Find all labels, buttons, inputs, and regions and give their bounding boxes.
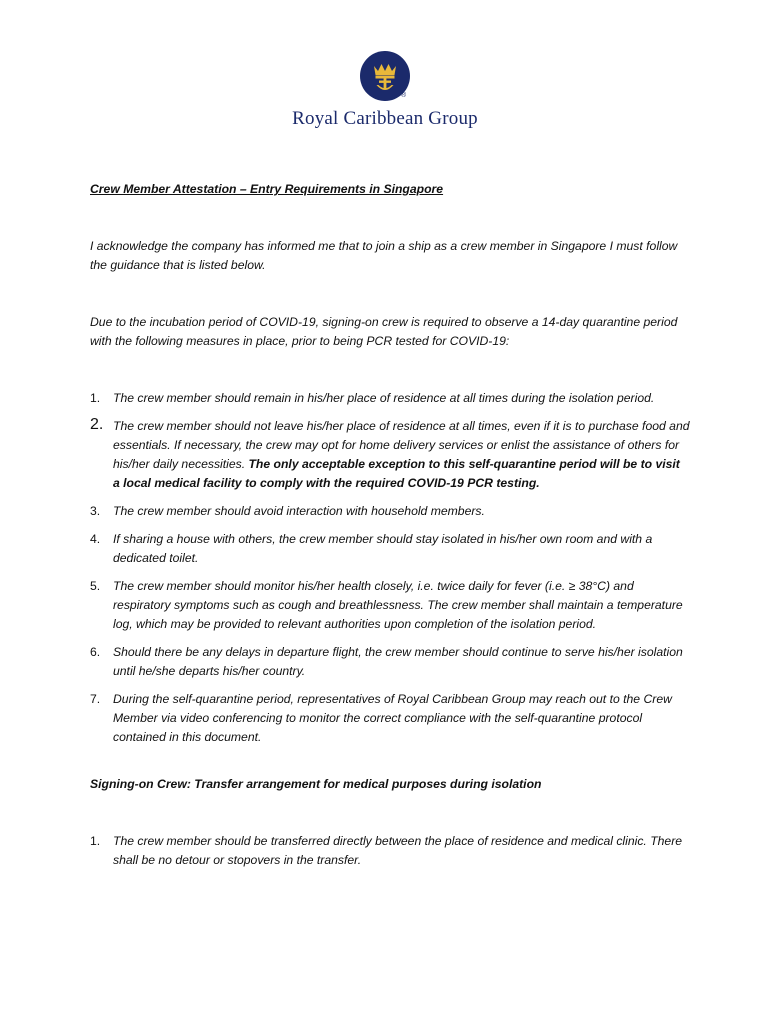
list-item-number: 2. <box>90 416 104 433</box>
document-body <box>90 180 690 879</box>
quarantine-intro-paragraph: Due to the incubation period of COVID-19, signing-on crew is required to observe a 14-day quarantine period with the following measures in place, prior to being PCR tested for COVID-19: <box>90 315 678 348</box>
list-item-number: 6. <box>90 645 101 659</box>
list-item-text: The crew member should monitor his/her health closely, i.e. twice daily for fever (i.e. ≥ 38°C) and respiratory symptoms such as cough and breathlessness. The crew member shall maintain a temperature log, which may be provided to relevant authorities upon completion of the isolation period. <box>113 579 683 631</box>
intro-paragraph: I acknowledge the company has informed me that to join a ship as a crew member in Singapore I must follow the guidance that is listed below. <box>90 239 678 272</box>
list-item-number: 1. <box>90 391 101 405</box>
registered-mark: ® <box>401 92 407 99</box>
list-item-text: The crew member should not leave his/her place of residence at all times, even if it is to purchase food and essentials. If necessary, the crew may opt for home delivery services or enlist the assistance of others for his/her daily necessities. <box>113 419 690 471</box>
list-item-bold-text: The only acceptable exception to this self-quarantine period will be to visit a local medical facility to comply with the required COVID-19 PCR testing. <box>113 457 680 490</box>
list-item <box>90 643 690 681</box>
measures-list <box>90 389 690 747</box>
list-item <box>90 832 690 870</box>
list-item-number: 7. <box>90 692 101 706</box>
list-item-number: 5. <box>90 579 101 593</box>
list-item-text: During the self-quarantine period, representatives of Royal Caribbean Group may reach out to the Crew Member via video conferencing to monitor the correct compliance with the self-quarantine protocol contained in this document. <box>113 692 672 744</box>
list-item-number: 3. <box>90 504 101 518</box>
list-item <box>90 417 690 493</box>
list-item-text: The crew member should remain in his/her place of residence at all times during the isolation period. <box>113 391 655 405</box>
list-item-number: 4. <box>90 532 101 546</box>
brand-name: Royal Caribbean Group <box>292 108 478 129</box>
list-item-text: If sharing a house with others, the crew member should stay isolated in his/her own room and with a dedicated toilet. <box>113 532 653 565</box>
list-item-number: 1. <box>90 834 101 848</box>
list-item <box>90 690 690 747</box>
list-item <box>90 577 690 634</box>
transfer-list <box>90 832 690 870</box>
transfer-section-title: Signing-on Crew: Transfer arrangement for medical purposes during isolation <box>90 777 542 791</box>
list-item <box>90 389 690 408</box>
list-item-text: The crew member should be transferred directly between the place of residence and medical clinic. There shall be no detour or stopovers in the transfer. <box>113 834 683 867</box>
list-item-text: Should there be any delays in departure flight, the crew member should continue to serve his/her isolation until he/she departs his/her country. <box>113 645 683 678</box>
logo <box>0 50 770 107</box>
list-item <box>90 502 690 521</box>
list-item <box>90 530 690 568</box>
document-title: Crew Member Attestation – Entry Requirements in Singapore <box>90 182 444 196</box>
list-item-text: The crew member should avoid interaction with household members. <box>113 504 485 518</box>
